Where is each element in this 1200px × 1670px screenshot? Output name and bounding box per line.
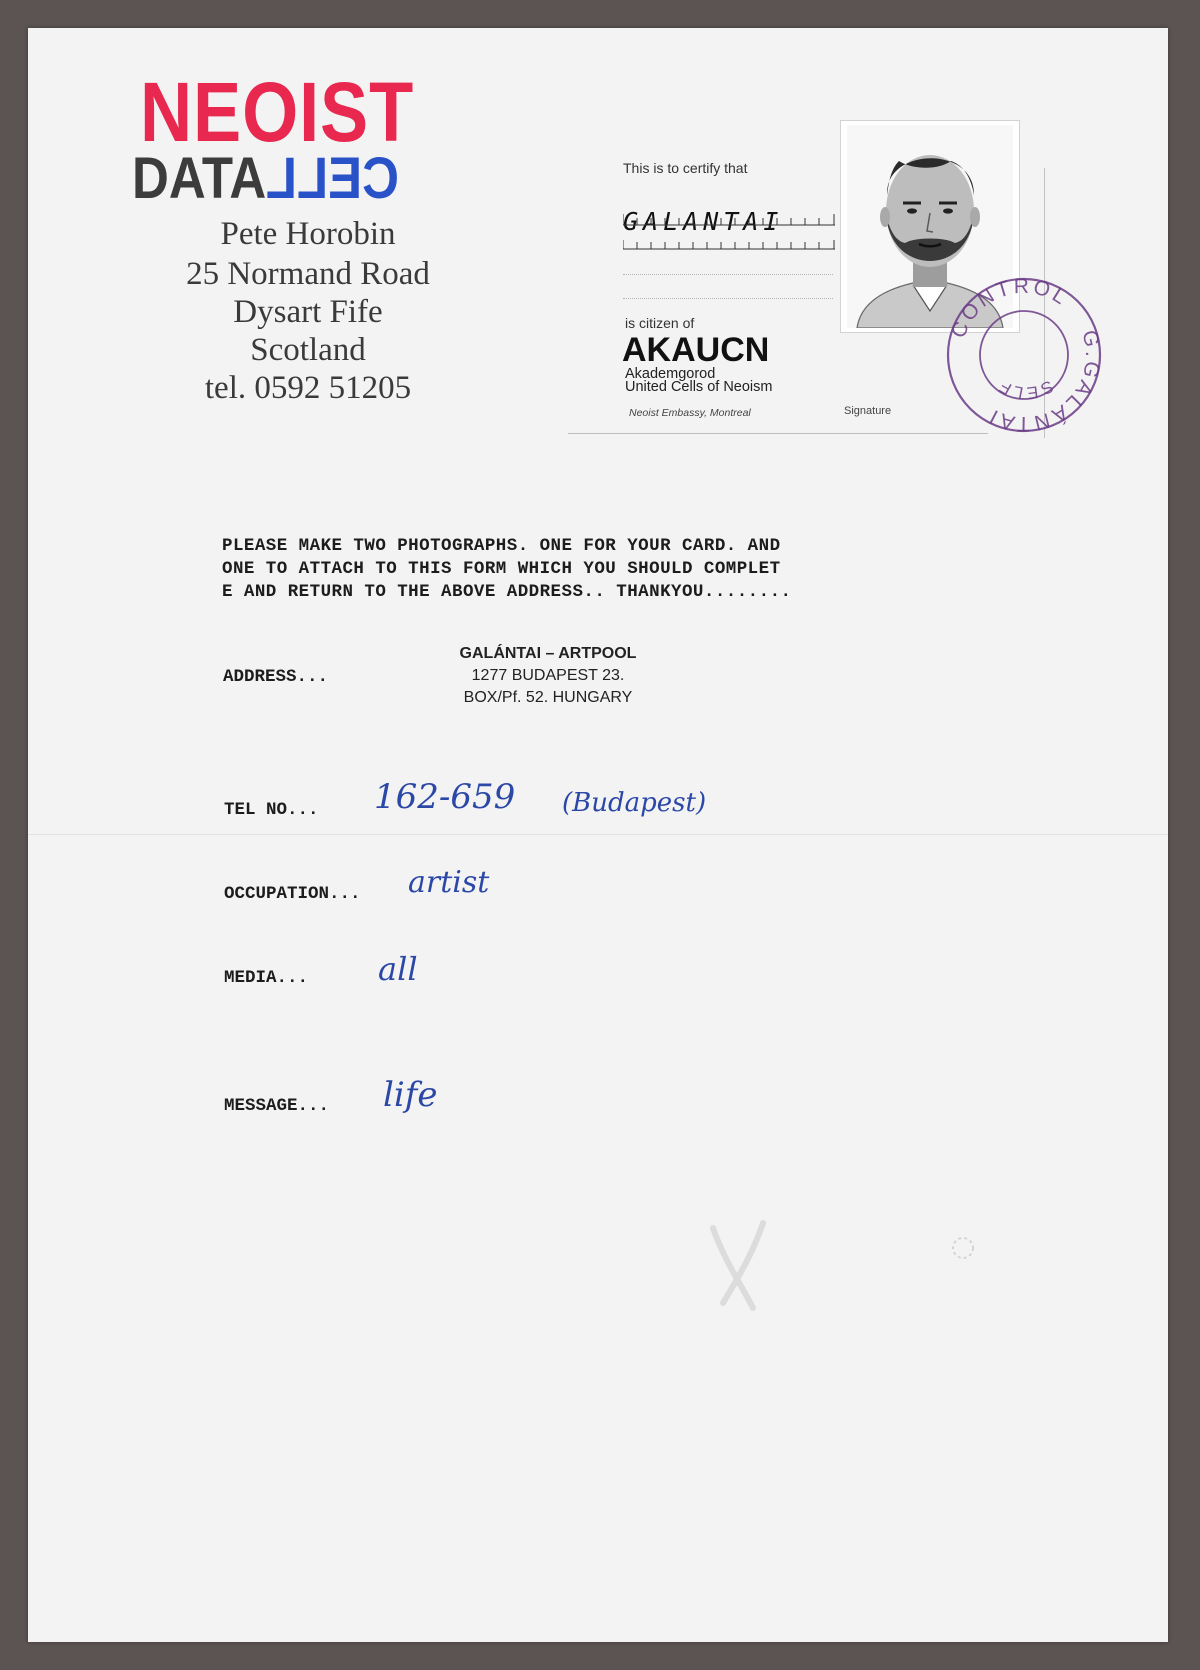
tel-value: 162-659 (374, 777, 516, 817)
address-line-3: BOX/Pf. 52. HUNGARY (463, 689, 633, 706)
issuer-text: Neoist Embassy, Montreal (629, 407, 751, 419)
media-label: MEDIA... (224, 968, 309, 988)
stamp-inner-text: SELF (994, 375, 1057, 403)
name-tick-line-2 (623, 238, 835, 250)
stamp-outer-text: G.GALÁNTAI (983, 328, 1104, 435)
occupation-label: OCCUPATION... (224, 884, 361, 904)
logo-cell-text: CELL (266, 146, 400, 211)
address-line-2: 1277 BUDAPEST 23. (471, 667, 625, 684)
sender-town: Dysart Fife (233, 294, 383, 330)
instructions-text (222, 535, 792, 604)
address-label: ADDRESS... (223, 667, 329, 687)
address-line-1: GALÁNTAI – ARTPOOL (459, 645, 637, 662)
sender-country: Scotland (250, 332, 366, 368)
stamp-top-text: CONTROL (946, 275, 1073, 342)
instructions-line-1: PLEASE MAKE TWO PHOTOGRAPHS. ONE FOR YOUR CARD. AND (222, 536, 781, 556)
galantai-stamp (944, 275, 1104, 435)
dotted-line-1 (623, 274, 833, 275)
tel-note: (Budapest) (562, 788, 707, 818)
occupation-value: artist (408, 865, 490, 900)
faint-stamp-mark (943, 1228, 983, 1268)
org-line-1: Akademgorod (625, 366, 716, 382)
media-value: all (378, 950, 418, 988)
name-tick-line-1 (623, 214, 835, 226)
certified-name: GALANTAI (623, 207, 784, 236)
card-bottom-border (568, 433, 988, 434)
signature-label: Signature (844, 405, 892, 417)
neoist-logo: NEOIST (140, 65, 415, 159)
tel-label: TEL NO... (224, 800, 319, 820)
dotted-line-2 (623, 298, 833, 299)
org-line-2: United Cells of Neoism (625, 379, 773, 395)
org-code: AKAUCN (622, 331, 770, 369)
message-label: MESSAGE... (224, 1096, 330, 1116)
document-sheet (28, 28, 1168, 1642)
sender-tel: tel. 0592 51205 (204, 370, 412, 406)
citizen-text: is citizen of (625, 315, 695, 331)
logo-data-text: DATA (132, 146, 267, 211)
certify-text: This is to certify that (623, 160, 748, 176)
faint-pencil-mark (683, 1208, 793, 1318)
sender-street: 25 Normand Road (186, 256, 430, 292)
fold-line (28, 834, 1168, 835)
sender-name: Pete Horobin (220, 216, 396, 252)
data-cell-logo (132, 146, 400, 211)
instructions-line-3: E AND RETURN TO THE ABOVE ADDRESS.. THANKYOU........ (222, 582, 792, 602)
instructions-line-2: ONE TO ATTACH TO THIS FORM WHICH YOU SHOULD COMPLET (222, 559, 781, 579)
message-value: life (383, 1075, 438, 1115)
